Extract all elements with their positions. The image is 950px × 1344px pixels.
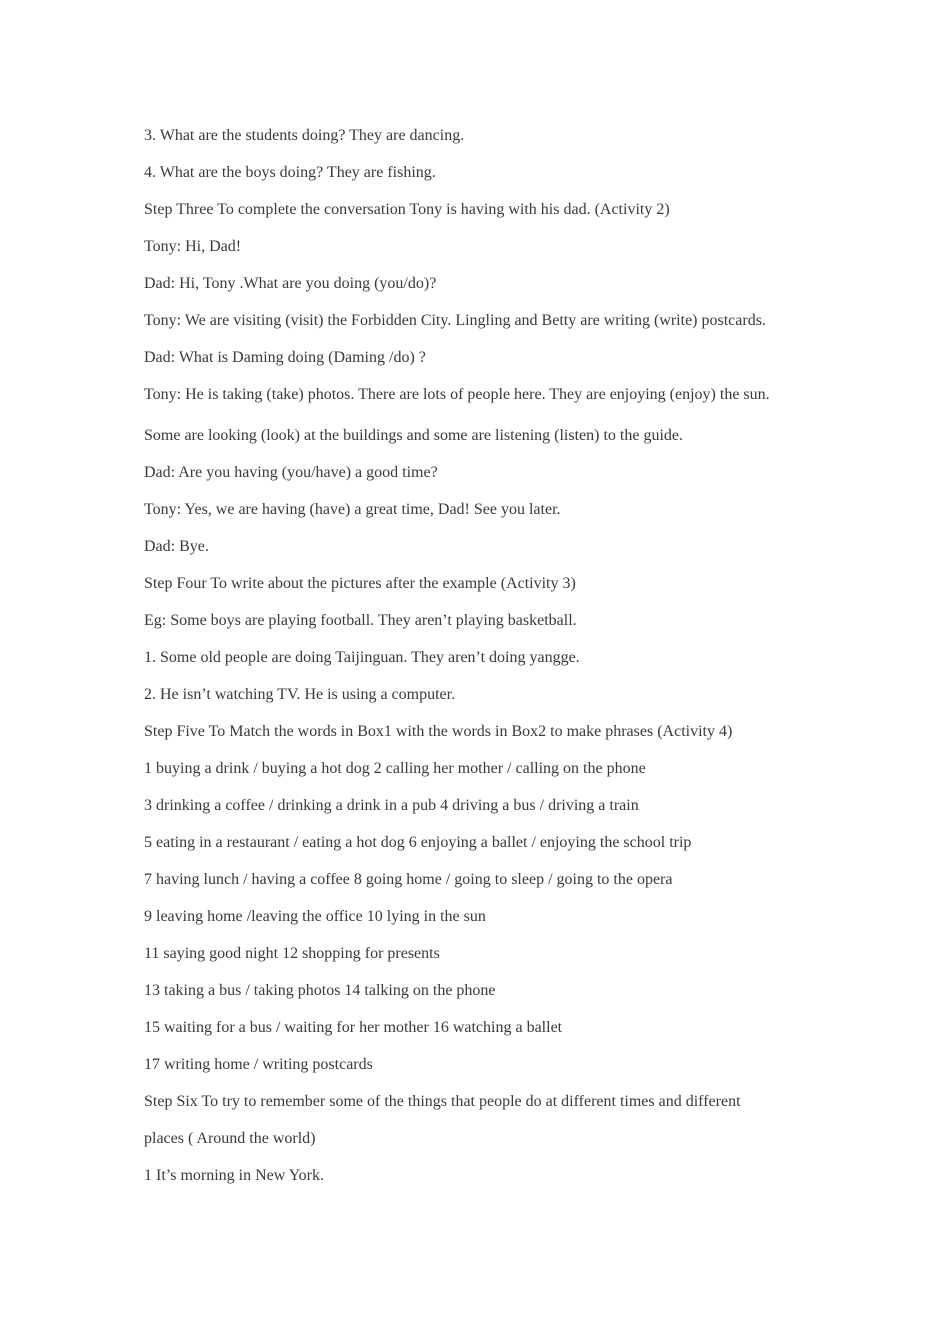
- text-line: 4. What are the boys doing? They are fishing.: [144, 164, 436, 181]
- text-line: Eg: Some boys are playing football. They aren’t playing basketball.: [144, 612, 577, 629]
- dialogue-line: Tony: Hi, Dad!: [144, 238, 242, 255]
- document-body: [144, 124, 844, 1201]
- text-line: 1. Some old people are doing Taijinguan. They aren’t doing yangge.: [144, 649, 580, 666]
- phrase-line: 7 having lunch / having a coffee 8 going home / going to sleep / going to the opera: [144, 871, 673, 888]
- dialogue-line: Some are looking (look) at the buildings and some are listening (listen) to the guide.: [144, 427, 683, 444]
- dialogue-line: Tony: We are visiting (visit) the Forbidden City. Lingling and Betty are writing (write) postcards.: [144, 312, 766, 329]
- dialogue-line: Dad: Bye.: [144, 538, 209, 555]
- phrase-line: 3 drinking a coffee / drinking a drink in a pub 4 driving a bus / driving a train: [144, 797, 639, 814]
- phrase-line: 9 leaving home /leaving the office 10 lying in the sun: [144, 908, 486, 925]
- section-heading: Step Three To complete the conversation Tony is having with his dad. (Activity 2): [144, 201, 670, 218]
- section-heading: Step Five To Match the words in Box1 with the words in Box2 to make phrases (Activity 4): [144, 723, 733, 740]
- dialogue-line: Dad: What is Daming doing (Daming /do) ?: [144, 349, 426, 366]
- section-heading-continued: places ( Around the world): [144, 1130, 316, 1147]
- dialogue-line: Tony: Yes, we are having (have) a great time, Dad! See you later.: [144, 501, 561, 518]
- dialogue-line: Dad: Hi, Tony .What are you doing (you/do)?: [144, 275, 437, 292]
- text-line: 2. He isn’t watching TV. He is using a computer.: [144, 686, 456, 703]
- section-heading: Step Four To write about the pictures after the example (Activity 3): [144, 575, 576, 592]
- phrase-line: 1 buying a drink / buying a hot dog 2 calling her mother / calling on the phone: [144, 760, 646, 777]
- text-line: 3. What are the students doing? They are dancing.: [144, 127, 465, 144]
- phrase-line: 11 saying good night 12 shopping for presents: [144, 945, 440, 962]
- dialogue-line: Tony: He is taking (take) photos. There are lots of people here. They are enjoying (enjoy) the sun.: [144, 386, 770, 403]
- phrase-line: 5 eating in a restaurant / eating a hot dog 6 enjoying a ballet / enjoying the school trip: [144, 834, 692, 851]
- phrase-line: 15 waiting for a bus / waiting for her mother 16 watching a ballet: [144, 1019, 563, 1036]
- phrase-line: 13 taking a bus / taking photos 14 talking on the phone: [144, 982, 496, 999]
- dialogue-line: Dad: Are you having (you/have) a good time?: [144, 464, 438, 481]
- phrase-line: 17 writing home / writing postcards: [144, 1056, 373, 1073]
- text-line: 1 It’s morning in New York.: [144, 1167, 325, 1184]
- section-heading: Step Six To try to remember some of the things that people do at different times and different: [144, 1093, 741, 1110]
